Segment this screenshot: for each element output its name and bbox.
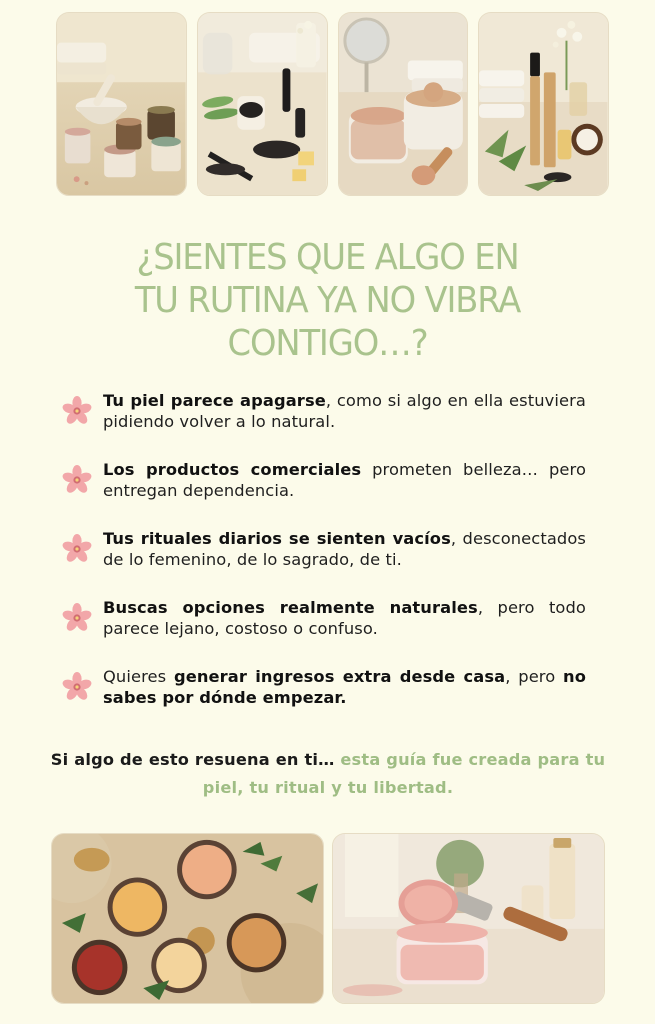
pain-point-text: Tu piel parece apagarse, como si algo en ella estuviera pidiendo volver a lo natural. xyxy=(103,391,586,431)
pink-powder-brush-photo xyxy=(332,833,605,1004)
list-item xyxy=(62,459,586,501)
list-item xyxy=(62,528,586,570)
list-item xyxy=(62,390,586,432)
flower-icon xyxy=(62,672,92,702)
cream-jars-herbs-photo xyxy=(51,833,324,1004)
powders-mortar-photo xyxy=(56,12,187,196)
headline-line-3: CONTIGO…? xyxy=(227,323,428,364)
top-photo-strip xyxy=(56,12,609,196)
flower-icon xyxy=(62,534,92,564)
pain-point-text: Buscas opciones realmente naturales, pero todo parece lejano, costoso o confuso. xyxy=(103,598,586,638)
flower-icon xyxy=(62,603,92,633)
flower-icon xyxy=(62,465,92,495)
closing-highlight: esta guía fue creada para tu piel, tu ritual y tu libertad. xyxy=(202,750,606,797)
mascara-coconut-photo xyxy=(478,12,609,196)
pain-point-text: Quieres generar ingresos extra desde casa, pero no sabes por dónde empezar. xyxy=(103,667,587,707)
list-item xyxy=(62,666,586,708)
closing-statement xyxy=(40,746,616,802)
pain-point-text: Los productos comerciales prometen belleza… pero entregan dependencia. xyxy=(103,460,587,500)
pain-point-text: Tus rituales diarios se sienten vacíos, desconectados de lo femenino, de lo sagrado, de ti. xyxy=(103,529,586,569)
headline-line-2: TU RUTINA YA NO VIBRA xyxy=(134,280,521,321)
headline-line-1: ¿SIENTES QUE ALGO EN xyxy=(136,237,519,278)
closing-lead: Si algo de esto resuena en ti… xyxy=(50,750,341,769)
flower-icon xyxy=(62,396,92,426)
list-item xyxy=(62,597,586,639)
headline xyxy=(73,236,581,365)
charcoal-eyeliner-aloe-photo xyxy=(197,12,328,196)
foundation-cream-brush-photo xyxy=(338,12,469,196)
